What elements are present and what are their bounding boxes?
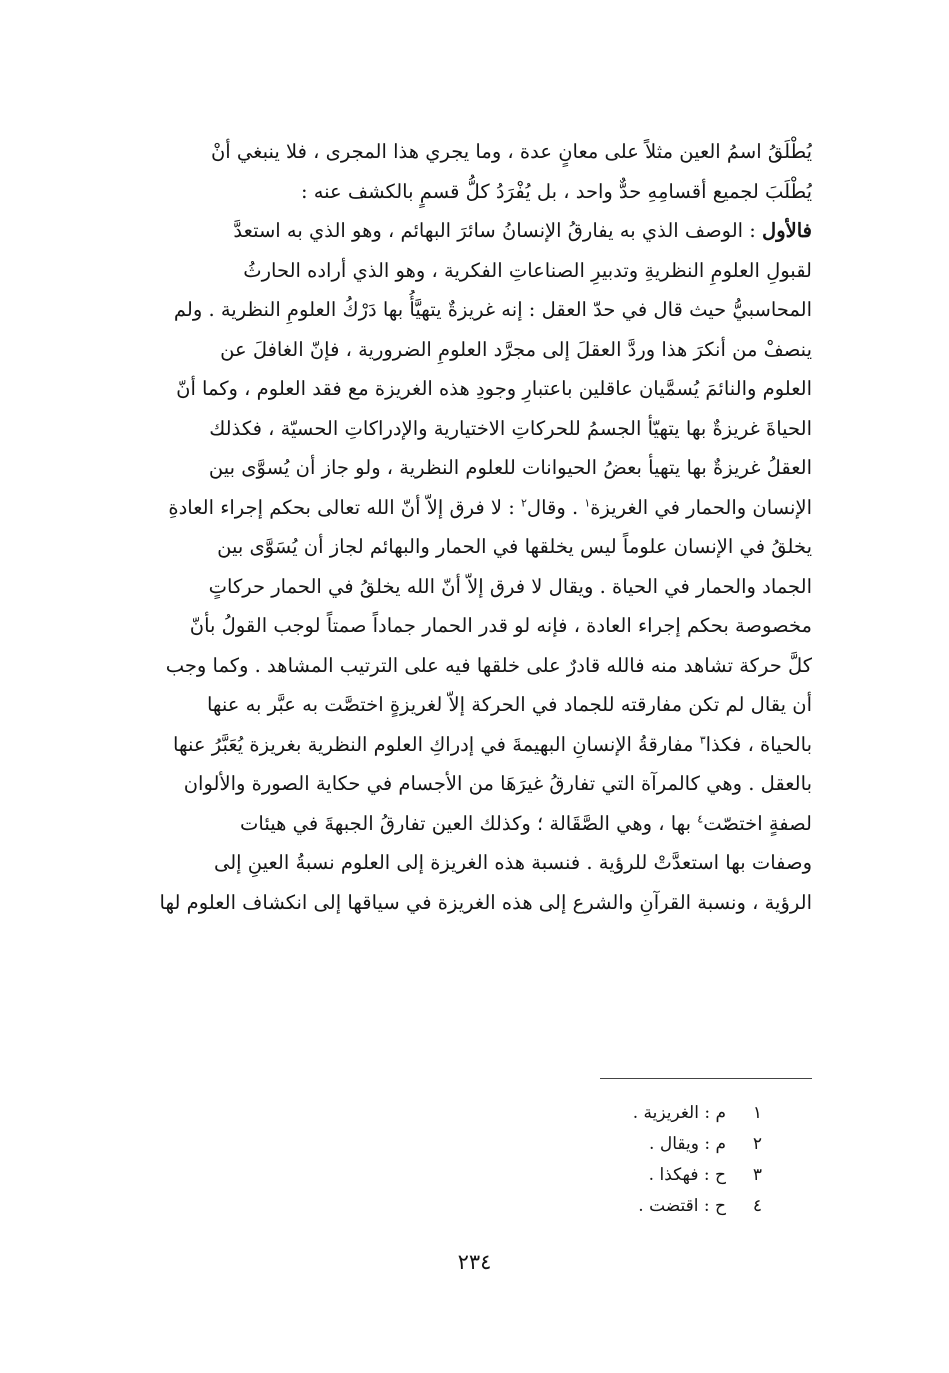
- text-line: كلَّ حركة تشاهد منه فالله قادرٌ على خلقها فيه على الترتيب المشاهد . وكما وجب: [165, 653, 812, 677]
- lead-word: فالأول: [762, 219, 812, 242]
- footnotes: [500, 1098, 762, 1222]
- footnote-number: ١: [752, 1103, 762, 1123]
- footnote: [500, 1160, 762, 1191]
- footnote: [500, 1191, 762, 1222]
- footnote-marker: ١: [584, 496, 591, 509]
- text-line: العلوم والنائمَ يُسمَّيان عاقلين باعتبارِ وجودِ هذه الغريزة مع فقد العلوم ، وكما أنّ: [176, 377, 812, 400]
- text-line: يخلقُ في الإنسان علوماً ليس يخلقها في الحمار والبهائم لجاز أن يُسَوَّى بين: [217, 535, 812, 558]
- text-line: فالأول : الوصف الذي به يفارقُ الإنسانُ سائرَ البهائم ، وهو الذي به استعدَّ: [233, 219, 812, 242]
- text-line: يُطْلَبَ لجميع أقسامِهِ حدٌّ واحد ، بل يُفْرَدُ كلُّ قسمٍ بالكشف عنه :: [300, 179, 812, 203]
- text-line: لقبولِ العلومِ النظريةِ وتدبيرِ الصناعاتِ الفكرية ، وهو الذي أراده الحارثُ: [243, 258, 812, 282]
- footnote-number: ٢: [752, 1134, 762, 1154]
- footnote-text: م : ويقال .: [649, 1134, 726, 1154]
- footnote: [500, 1129, 762, 1160]
- text-line: الإنسان والحمار في الغريزة$^١$ . وقال$^٢$ : لا فرق إلاّ أنّ الله تعالى بحكم إجراء العادةِ: [168, 495, 812, 519]
- main-text: [100, 132, 812, 922]
- text-line: مخصوصة بحكم إجراء العادة ، فإنه لو قدر الحمار جماداً صمتاً لوجب القولُ بأنّ: [189, 614, 812, 637]
- footnote-separator: [600, 1078, 812, 1079]
- text-line: العقلُ غريزةٌ بها يتهيأ بعضُ الحيوانات للعلوم النظرية ، ولو جاز أن يُسوَّى بين: [208, 456, 812, 479]
- text-line: الرؤية ، ونسبة القرآنِ والشرع إلى هذه الغريزة في سياقها إلى انكشاف العلوم لها: [159, 890, 812, 914]
- footnote-number: ٤: [752, 1196, 762, 1216]
- text-line: الجماد والحمار في الحياة . ويقال لا فرق إلاّ أنّ الله يخلقُ في الحمار حركاتٍ: [208, 574, 812, 598]
- text-line: يُطْلَقُ اسمُ العين مثلاً على معانٍ عدة ، وما يجري هذا المجرى ، فلا ينبغي أنْ: [210, 140, 812, 163]
- text-line: لصفةٍ اختصّت$^٤$ بها ، وهي الصَّقَالة ؛ وكذلك العين تفارقُ الجبهةَ في هيئات: [240, 811, 812, 835]
- text-line: أن يقال لم تكن مفارقته للجماد في الحركة إلاّ لغريزةٍ اختصَّت به عبَّر به عنها: [206, 693, 812, 716]
- footnote-marker: ٤: [697, 812, 704, 825]
- footnote-text: ح : فهكذا .: [648, 1165, 726, 1185]
- text-line: ينصفْ من أنكرَ هذا وردَّ العقلَ إلى مجرَّد العلومِ الضرورية ، فإنّ الغافلَ عن: [220, 337, 812, 361]
- footnote-text: ح : اقتضت .: [638, 1196, 726, 1216]
- text-line: بالعقل . وهي كالمرآة التي تفارقُ غيرَهَا من الأجسام في حكاية الصورة والألوان: [183, 772, 812, 795]
- footnote-text: م : الغريزية .: [632, 1103, 726, 1123]
- footnote-number: ٣: [752, 1165, 762, 1185]
- text-line: بالحياة ، فكذا$^٣$ مفارقةُ الإنسانِ البهيمةَ في إدراكِ العلوم النظرية بغريزة يُعَبَّرُ عنها: [173, 732, 812, 756]
- footnote: [500, 1098, 762, 1129]
- text-line: المحاسبيُّ حيث قال في حدّ العقل : إنه غريزةٌ يتهيَّأُ بها دَرْكُ العلومِ النظرية . ولم: [173, 298, 812, 321]
- page-number: ٢٣٤: [457, 1250, 492, 1274]
- footnote-marker: ٢: [520, 496, 527, 509]
- text-line: وصفات بها استعدَّتْ للرؤية . فنسبة هذه الغريزة إلى العلوم نسبةُ العينِ إلى: [213, 851, 812, 874]
- text-line: الحياةَ غريزةٌ بها يتهيّأ الجسمُ للحركاتِ الاختيارية والإدراكاتِ الحسيّة ، فكذلك: [209, 416, 812, 440]
- footnote-marker: ٣: [699, 733, 706, 746]
